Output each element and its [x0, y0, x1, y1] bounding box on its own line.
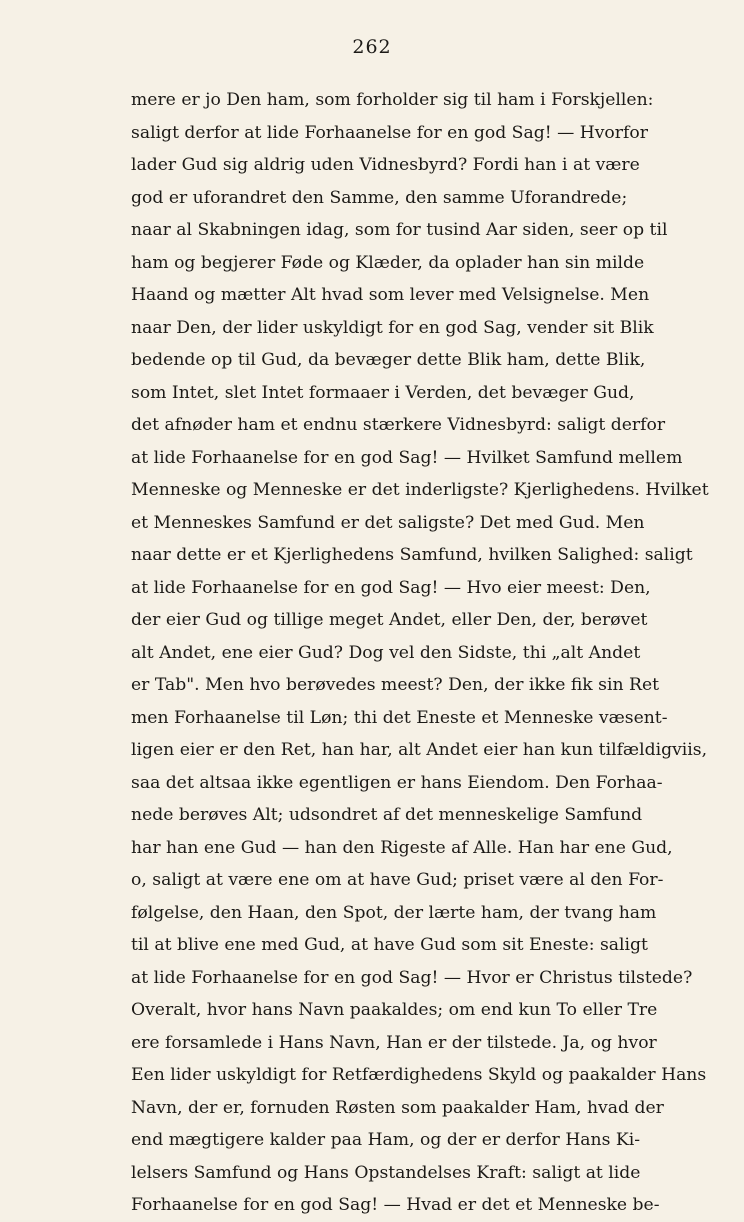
text-line: naar Den, der lider uskyldigt for en god Sag, vender sit Blik — [131, 317, 654, 338]
text-line: at lide Forhaanelse for en god Sag! — Hvor er Christus tilstede? — [131, 967, 693, 988]
text-line: bedende op til Gud, da bevæger dette Blik ham, dette Blik, — [131, 350, 646, 370]
text-line: til at blive ene med Gud, at have Gud som sit Eneste: saligt — [131, 935, 648, 955]
text-line: ligen eier er den Ret, han har, alt Andet eier han kun tilfældigviis, — [131, 740, 708, 760]
text-line: har han ene Gud — han den Rigeste af Alle. Han har ene Gud, — [131, 837, 673, 858]
text-line: Menneske og Menneske er det inderligste? Kjerlighedens. Hvilket — [131, 480, 709, 500]
text-line: Forhaanelse for en god Sag! — Hvad er det et Menneske be- — [131, 1195, 660, 1215]
text-line: det afnøder ham et endnu stærkere Vidnesbyrd: saligt derfor — [131, 415, 666, 435]
text-line: lelsers Samfund og Hans Opstandelses Kraft: saligt at lide — [131, 1162, 641, 1183]
text-line: naar dette er et Kjerlighedens Samfund, hvilken Salighed: saligt — [131, 545, 693, 565]
page-number: 262 — [352, 36, 392, 58]
text-line: god er uforandret den Samme, den samme Uforandrede; — [131, 187, 628, 208]
text-line: følgelse, den Haan, den Spot, der lærte ham, der tvang ham — [131, 902, 657, 923]
text-line: som Intet, slet Intet formaaer i Verden, det bevæger Gud, — [131, 382, 635, 403]
text-line: end mægtigere kalder paa Ham, og der er derfor Hans Ki- — [131, 1130, 641, 1150]
text-line: ere forsamlede i Hans Navn, Han er der tilstede. Ja, og hvor — [131, 1032, 657, 1053]
text-line: nede berøves Alt; udsondret af det menneskelige Samfund — [131, 805, 643, 825]
text-line: et Menneskes Samfund er det saligste? Det med Gud. Men — [131, 512, 645, 533]
text-line: Navn, der er, fornuden Røsten som paakalder Ham, hvad der — [131, 1097, 664, 1118]
text-line: saa det altsaa ikke egentligen er hans Eiendom. Den Forhaa- — [131, 772, 663, 793]
text-line: at lide Forhaanelse for en god Sag! — Hvo eier meest: Den, — [131, 577, 651, 598]
text-line: Een lider uskyldigt for Retfærdighedens Skyld og paakalder Hans — [131, 1065, 707, 1085]
text-line: der eier Gud og tillige meget Andet, eller Den, der, berøvet — [131, 610, 648, 630]
text-line: naar al Skabningen idag, som for tusind Aar siden, seer op til — [131, 220, 668, 240]
text-line: saligt derfor at lide Forhaanelse for en god Sag! — Hvorfor — [131, 122, 648, 143]
text-line: o, saligt at være ene om at have Gud; priset være al den For- — [131, 870, 664, 890]
text-line: ham og begjerer Føde og Klæder, da oplader han sin milde — [131, 252, 645, 273]
text-line: Haand og mætter Alt hvad som lever med Velsignelse. Men — [131, 285, 650, 305]
text-line: er Tab". Men hvo berøvedes meest? Den, der ikke fik sin Ret — [131, 675, 660, 695]
text-line: mere er jo Den ham, som forholder sig til ham i Forskjellen: — [131, 90, 654, 110]
text-line: lader Gud sig aldrig uden Vidnesbyrd? Fordi han i at være — [131, 155, 640, 175]
text-line: alt Andet, ene eier Gud? Dog vel den Sidste, thi „alt Andet — [131, 642, 641, 663]
text-line: at lide Forhaanelse for en god Sag! — Hvilket Samfund mellem — [131, 447, 683, 468]
text-line: men Forhaanelse til Løn; thi det Eneste et Menneske væsent- — [131, 707, 668, 728]
body-text — [131, 84, 709, 1222]
text-line: Overalt, hvor hans Navn paakaldes; om end kun To eller Tre — [131, 1000, 658, 1020]
